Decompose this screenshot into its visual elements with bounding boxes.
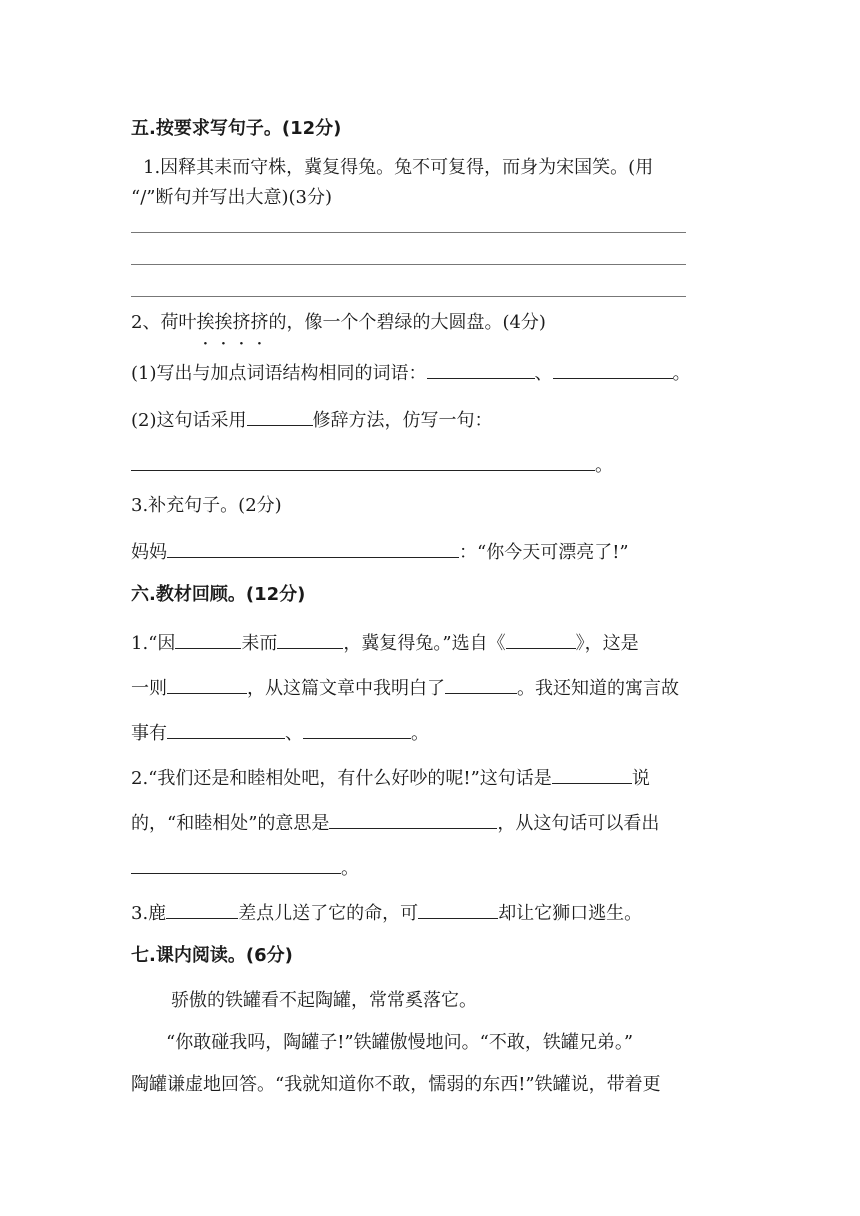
q5-2-sub2-text-a: (2)这句话采用 (131, 410, 247, 431)
q5-2-suffix: 的，像一个个碧绿的大圆盘。(4分) (268, 312, 546, 333)
text: 的，“和睦相处”的意思是 (131, 813, 330, 834)
text: 》，这是 (575, 633, 639, 654)
period: 。 (672, 363, 691, 384)
answer-rule-3[interactable] (131, 296, 686, 297)
blank-field[interactable] (445, 673, 517, 694)
answer-rule-2[interactable] (131, 264, 686, 265)
answer-rule-1[interactable] (131, 232, 686, 233)
period: 。 (595, 455, 613, 476)
q5-2-sub1-text: (1)写出与加点词语结构相同的词语： (131, 363, 427, 384)
blank-field[interactable] (303, 718, 411, 739)
text: ，从这句话可以看出 (497, 813, 660, 834)
reading-paragraph-2-line1: “你敢碰我吗，陶罐子!”铁罐傲慢地问。“不敢，铁罐兄弟。” (166, 1032, 634, 1053)
blank-field[interactable] (247, 405, 313, 426)
blank-field[interactable] (277, 628, 343, 649)
q5-2-prefix: 2、荷叶 (131, 312, 197, 333)
blank-field[interactable] (166, 898, 238, 919)
blank-field[interactable] (131, 853, 341, 874)
section-7-title: 七.课内阅读。(6分) (131, 945, 293, 966)
q6-3 (131, 898, 642, 927)
q5-2-sub1 (131, 358, 691, 387)
blank-field[interactable] (175, 628, 241, 649)
q5-3-suffix: ：“你今天可漂亮了!” (459, 542, 629, 563)
text: 一则 (131, 678, 167, 699)
text: 。 (411, 723, 429, 744)
text: 。 (341, 858, 359, 879)
q6-2-line3 (131, 853, 359, 882)
reading-paragraph-1: 骄傲的铁罐看不起陶罐，常常奚落它。 (171, 990, 477, 1011)
q5-3-title: 3.补充句子。(2分) (131, 495, 282, 516)
q6-1-line1 (131, 628, 639, 657)
blank-field[interactable] (167, 537, 459, 558)
separator: 、 (534, 363, 553, 384)
blank-field[interactable] (167, 673, 247, 694)
blank-field[interactable] (506, 628, 576, 649)
text: 。我还知道的寓言故 (517, 678, 679, 699)
dotted-char: 挤 (250, 312, 269, 333)
blank-field[interactable] (427, 358, 535, 379)
blank-field[interactable] (167, 718, 285, 739)
dotted-char: 挤 (232, 312, 251, 333)
q6-2-line1 (131, 763, 650, 792)
q6-1-line3 (131, 718, 429, 747)
q5-3-prefix: 妈妈 (131, 542, 167, 563)
blank-field[interactable] (553, 358, 673, 379)
text: 、 (285, 723, 303, 744)
text: ，从这篇文章中我明白了 (247, 678, 445, 699)
q5-2-sub2-text-b: 修辞方法，仿写一句： (312, 410, 493, 431)
text: 1.“因 (131, 633, 176, 654)
q6-2-line2 (131, 808, 659, 837)
text: 3.鹿 (131, 903, 167, 924)
text: 事有 (131, 723, 167, 744)
dotted-char: 挨 (196, 312, 215, 333)
q5-1-line1: 1.因释其耒而守株，冀复得兔。兔不可复得，而身为宋国笑。(用 (143, 157, 654, 178)
section-5-title: 五.按要求写句子。(12分) (131, 118, 342, 139)
blank-field[interactable] (131, 450, 595, 471)
reading-paragraph-2-line2: 陶罐谦虚地回答。“我就知道你不敢，懦弱的东西!”铁罐说，带着更 (131, 1074, 661, 1095)
text: 说 (631, 768, 650, 789)
section-6-title: 六.教材回顾。(12分) (131, 584, 306, 605)
text: 却让它狮口逃生。 (498, 903, 643, 924)
q5-2-question (131, 310, 546, 336)
blank-field[interactable] (329, 808, 497, 829)
blank-field[interactable] (552, 763, 632, 784)
text: 差点儿送了它的命，可 (238, 903, 419, 924)
text: 2.“我们还是和睦相处吧，有什么好吵的呢!”这句话是 (131, 768, 552, 789)
text: 耒而 (241, 633, 278, 654)
q5-2-sub2-answer (131, 450, 613, 479)
q6-1-line2 (131, 673, 679, 702)
q5-1-line2: “/”断句并写出大意)(3分) (131, 187, 332, 208)
text: ，冀复得兔。”选自《 (343, 633, 506, 654)
q5-2-sub2 (131, 405, 493, 434)
blank-field[interactable] (418, 898, 498, 919)
q5-3-sentence (131, 537, 629, 566)
dotted-char: 挨 (214, 312, 233, 333)
